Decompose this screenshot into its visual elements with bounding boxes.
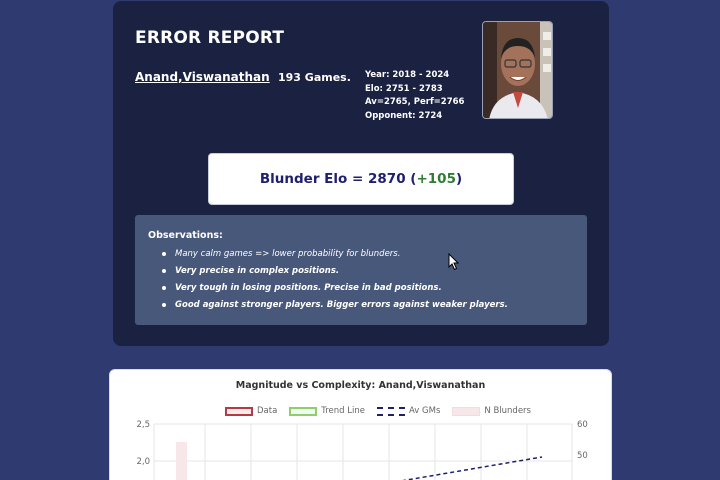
stat-year: Year: 2018 - 2024: [365, 70, 450, 80]
legend-label-data: Data: [257, 406, 278, 416]
observation-item: Very tough in losing positions. Precise in bad positions.: [162, 280, 508, 297]
chart-plot-area: [110, 370, 613, 480]
player-stats: [365, 69, 464, 123]
observations-panel: [135, 215, 587, 325]
y-right-tick-label: 50: [577, 451, 588, 461]
blunder-elo-close: ): [455, 171, 463, 187]
observations-title: Observations:: [148, 230, 223, 241]
player-name-link[interactable]: Anand,Viswanathan: [135, 70, 270, 84]
error-report-card: [113, 1, 609, 346]
legend-label-av-gms: Av GMs: [408, 406, 441, 416]
legend-label-trend-line: Trend Line: [321, 406, 365, 416]
blunder-elo-box: [208, 153, 514, 205]
stat-elo: Elo: 2751 - 2783: [365, 83, 443, 94]
y-left-tick-label: 2,0: [136, 457, 150, 467]
observation-item: Very precise in complex positions.: [162, 263, 508, 280]
n-blunders-bar: [176, 442, 187, 480]
player-portrait-icon: [483, 22, 553, 119]
observation-item: Many calm games => lower probability for blunders.: [162, 246, 508, 263]
player-photo: [482, 21, 553, 119]
observation-item: Good against stronger players. Bigger errors against weaker players.: [162, 297, 508, 314]
stat-opponent: Opponent: 2724: [365, 110, 443, 121]
games-count: 193 Games.: [278, 71, 351, 84]
stat-average-performance: Av=2765, Perf=2766: [365, 97, 465, 107]
blunder-elo-text: Blunder Elo = 2870 (: [259, 171, 417, 187]
chart-title: Magnitude vs Complexity: Anand,Viswanathan: [235, 380, 486, 391]
report-title: ERROR REPORT: [135, 28, 285, 48]
legend-label-n-blunders: N Blunders: [484, 406, 531, 416]
magnitude-complexity-chart: [109, 369, 612, 480]
chart-gridlines: [154, 424, 572, 480]
av-gms-line: [395, 457, 542, 480]
y-left-tick-label: 2,5: [136, 420, 150, 430]
blunder-elo-delta: +105: [416, 171, 456, 187]
y-right-tick-label: 60: [577, 420, 588, 430]
mouse-cursor-icon: [448, 253, 460, 271]
